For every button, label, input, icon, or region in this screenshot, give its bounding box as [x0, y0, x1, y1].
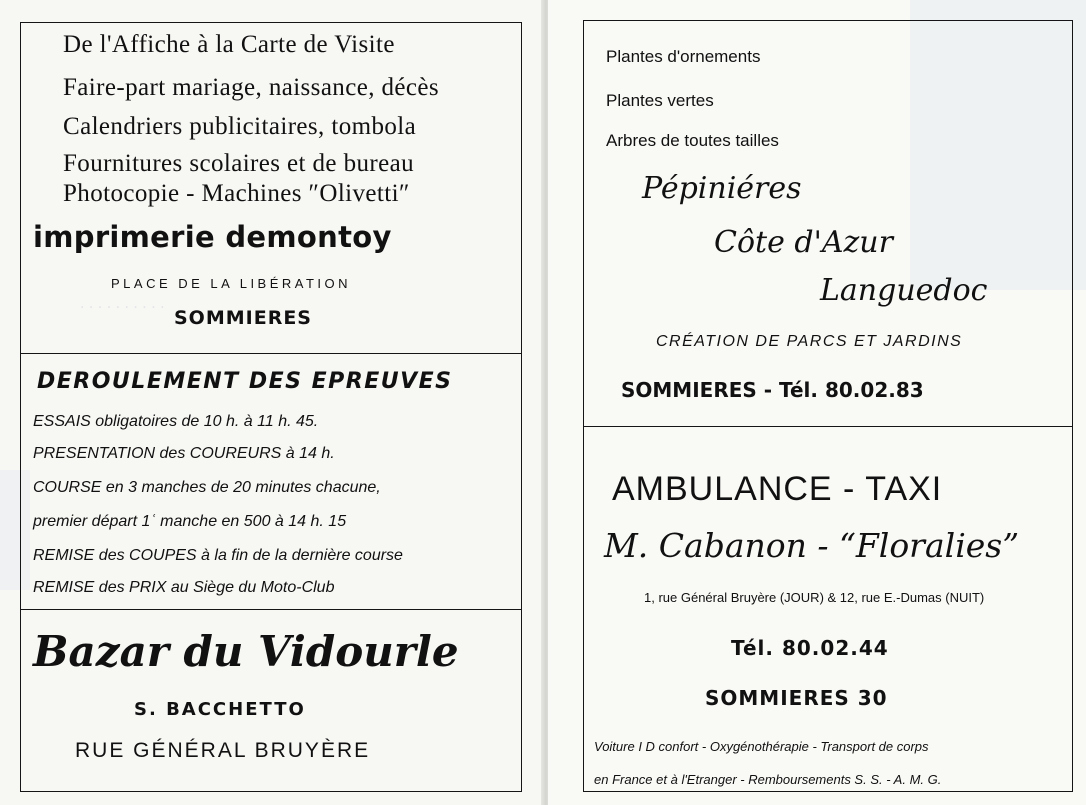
schedule-line: REMISE des COUPES à la fin de la dernière course: [33, 547, 403, 564]
show-through-text: · · · · · · · · · ·: [80, 300, 165, 316]
ambulance-address: 1, rue Général Bruyère (JOUR) & 12, rue E.-Dumas (NUIT): [644, 590, 985, 605]
ad-frame-left: [20, 22, 522, 792]
right-page: [548, 0, 1086, 805]
nursery-line: Plantes vertes: [606, 91, 714, 110]
ambulance-ad: [584, 426, 1072, 791]
schedule-title: DEROULEMENT DES EPREUVES: [37, 369, 453, 394]
ambulance-phone: Tél. 80.02.44: [731, 636, 889, 660]
ambulance-owner: M. Cabanon - “Floralies”: [604, 526, 1020, 565]
printer-name: imprimerie demontoy: [33, 220, 392, 254]
printer-service: Calendriers publicitaires, tombola: [63, 113, 417, 140]
ambulance-services: en France et à l'Etranger - Remboursements S. S. - A. M. G.: [594, 772, 942, 787]
schedule-line: ESSAIS obligatoires de 10 h. à 11 h. 45.: [33, 413, 319, 430]
printer-service: Fournitures scolaires et de bureau: [63, 150, 414, 177]
printer-service: Faire-part mariage, naissance, décès: [63, 74, 440, 101]
nursery-name: Côte d'Azur: [714, 225, 893, 260]
bazar-name: Bazar du Vidourle: [33, 627, 459, 676]
bazar-owner: S. BACCHETTO: [134, 699, 306, 720]
printer-ad: [21, 23, 521, 354]
printer-service: Photocopie - Machines ″Olivetti″: [63, 180, 410, 207]
printer-town: SOMMIERES: [174, 307, 312, 329]
printer-service: De l'Affiche à la Carte de Visite: [63, 31, 395, 58]
printer-address: PLACE DE LA LIBÉRATION: [111, 276, 352, 291]
ambulance-title: AMBULANCE - TAXI: [612, 470, 943, 508]
nursery-phone: SOMMIERES - Tél. 80.02.83: [621, 378, 924, 402]
schedule-line: premier départ 1ʿ manche en 500 à 14 h. 15: [33, 513, 347, 530]
nursery-name: Pépiniéres: [642, 171, 802, 206]
schedule-line: COURSE en 3 manches de 20 minutes chacune,: [33, 479, 381, 496]
nursery-ad: [584, 21, 1072, 427]
nursery-name: Languedoc: [820, 273, 988, 308]
schedule-line: PRESENTATION des COUREURS à 14 h.: [33, 445, 335, 462]
ambulance-town: SOMMIERES 30: [705, 686, 888, 710]
nursery-line: Arbres de toutes tailles: [606, 131, 779, 150]
nursery-line: Plantes d'ornements: [606, 47, 761, 66]
ad-frame-right: [583, 20, 1073, 792]
nursery-tagline: CRÉATION DE PARCS ET JARDINS: [656, 333, 963, 350]
bazar-ad: [21, 609, 521, 791]
bazar-street: RUE GÉNÉRAL BRUYÈRE: [75, 739, 371, 762]
ambulance-services: Voiture I D confort - Oxygénothérapie - Transport de corps: [594, 739, 929, 754]
schedule-line: REMISE des PRIX au Siège du Moto-Club: [33, 579, 335, 596]
schedule-section: [21, 353, 521, 610]
